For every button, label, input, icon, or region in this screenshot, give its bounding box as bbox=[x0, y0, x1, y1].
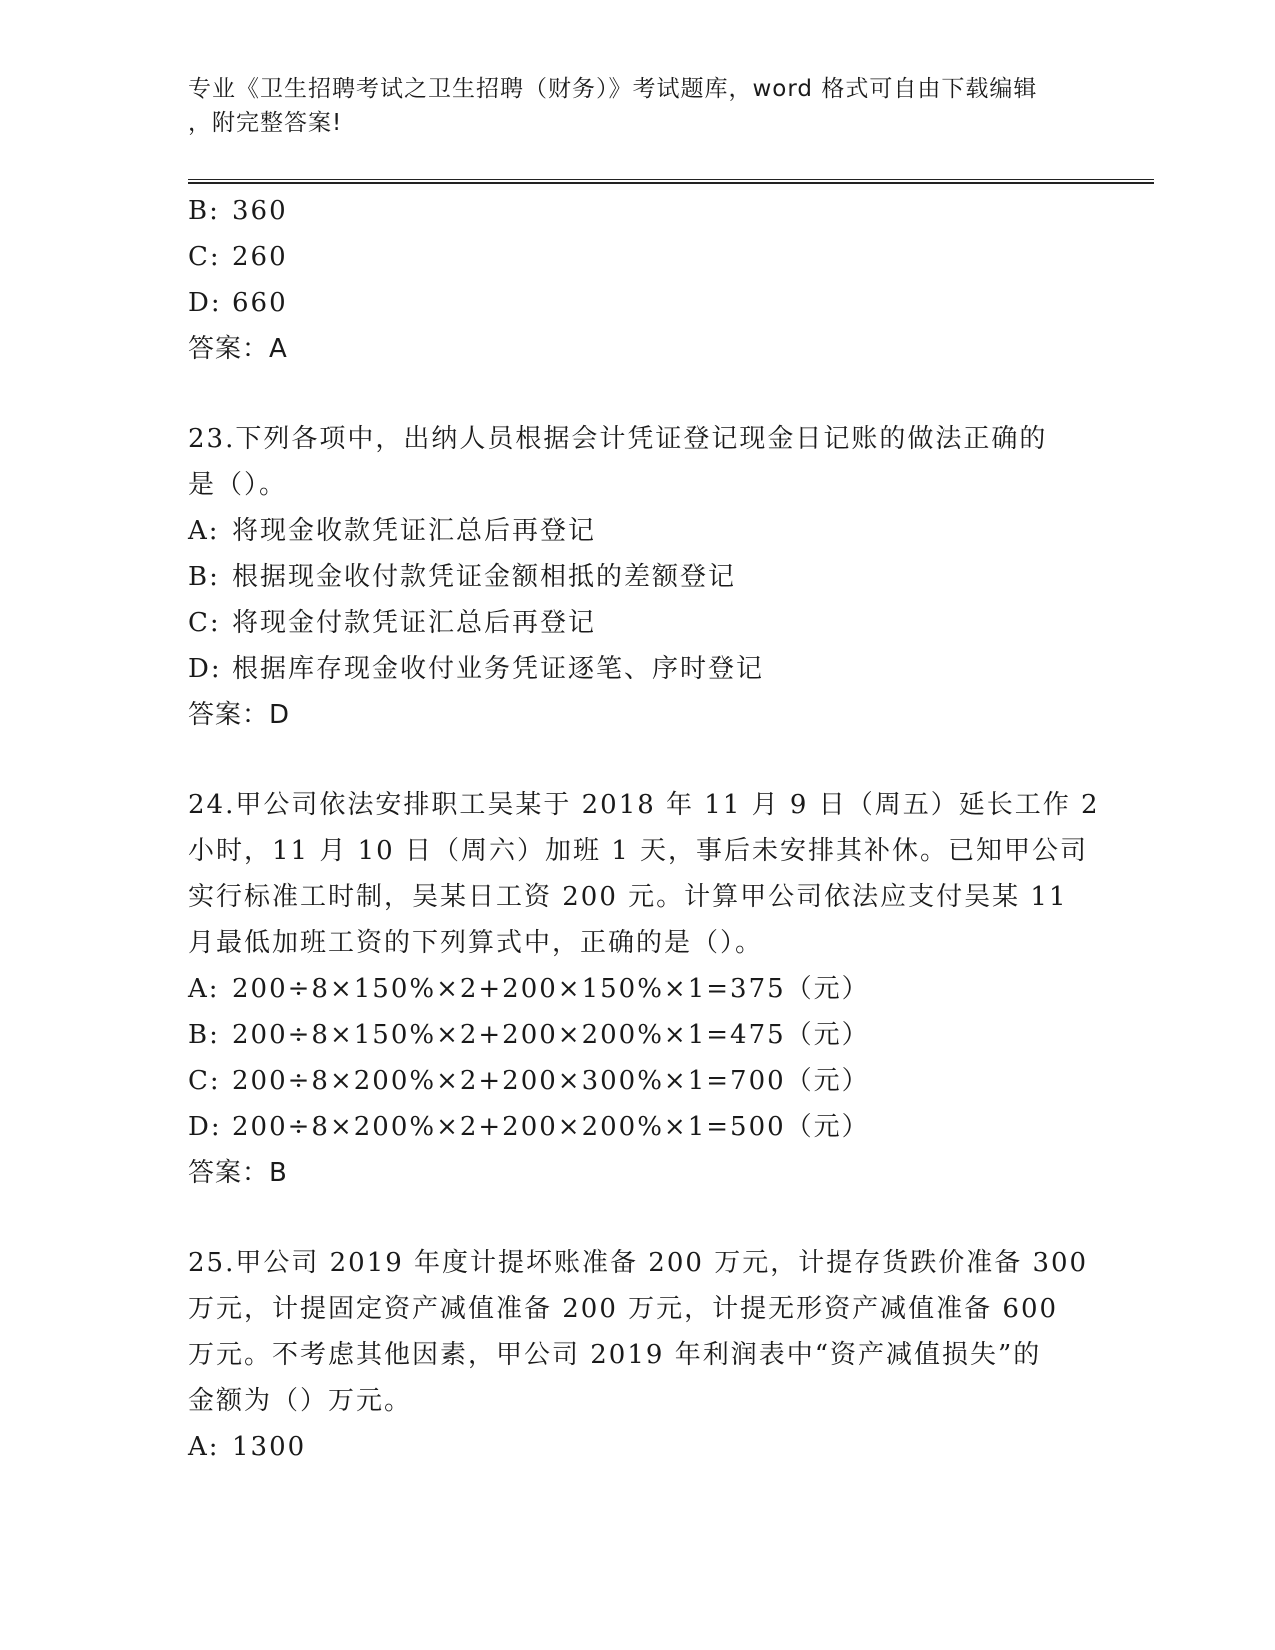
option-a bbox=[188, 1424, 1088, 1470]
option-text: 360 bbox=[232, 196, 288, 226]
answer-line: 答案：B bbox=[188, 1158, 288, 1188]
option-a bbox=[188, 508, 1088, 554]
option-text: 660 bbox=[232, 288, 288, 318]
option-d bbox=[188, 280, 1088, 326]
option-d bbox=[188, 646, 1088, 692]
question-stem: 月最低加班工资的下列算式中，正确的是（）。 bbox=[188, 928, 764, 958]
question-stem: 24.甲公司依法安排职工吴某于 2018 年 11 月 9 日（周五）延长工作 2 bbox=[188, 790, 1100, 820]
question-stem: 万元，计提固定资产减值准备 200 万元，计提无形资产减值准备 600 bbox=[188, 1294, 1059, 1324]
option-label: A: bbox=[188, 974, 220, 1004]
option-b bbox=[188, 554, 1088, 600]
question-stem: 实行标准工时制，吴某日工资 200 元。计算甲公司依法应支付吴某 11 bbox=[188, 882, 1068, 912]
option-b bbox=[188, 188, 1088, 234]
option-label: D: bbox=[188, 654, 222, 684]
option-text: 200÷8×150%×2+200×200%×1=475（元） bbox=[232, 1020, 870, 1050]
question-25 bbox=[188, 1240, 1088, 1470]
option-c bbox=[188, 1058, 1088, 1104]
question-stem: 25.甲公司 2019 年度计提坏账准备 200 万元，计提存货跌价准备 300 bbox=[188, 1248, 1089, 1278]
option-label: C: bbox=[188, 608, 221, 638]
header-divider-thick bbox=[188, 182, 1154, 184]
question-22 bbox=[188, 188, 1088, 372]
option-label: B: bbox=[188, 1020, 220, 1050]
option-label: B: bbox=[188, 562, 220, 592]
option-c bbox=[188, 234, 1088, 280]
question-stem: 金额为（）万元。 bbox=[188, 1386, 413, 1416]
answer-line: 答案：A bbox=[188, 334, 288, 364]
option-text: 260 bbox=[232, 242, 288, 272]
option-text: 1300 bbox=[232, 1432, 307, 1462]
option-b bbox=[188, 1012, 1088, 1058]
option-text: 将现金收款凭证汇总后再登记 bbox=[232, 516, 597, 546]
option-text: 200÷8×200%×2+200×200%×1=500（元） bbox=[232, 1112, 870, 1142]
answer-line: 答案：D bbox=[188, 700, 291, 730]
header-divider-thin bbox=[188, 179, 1154, 180]
spacer bbox=[188, 372, 1088, 416]
question-stem: 万元。不考虑其他因素，甲公司 2019 年利润表中“资产减值损失”的 bbox=[188, 1340, 1042, 1370]
option-text: 根据库存现金收付业务凭证逐笔、序时登记 bbox=[232, 654, 765, 684]
option-label: A: bbox=[188, 516, 220, 546]
option-d bbox=[188, 1104, 1088, 1150]
question-stem: 是（）。 bbox=[188, 470, 288, 500]
option-text: 200÷8×150%×2+200×150%×1=375（元） bbox=[232, 974, 870, 1004]
option-a bbox=[188, 966, 1088, 1012]
option-text: 根据现金收付款凭证金额相抵的差额登记 bbox=[232, 562, 737, 592]
option-label: C: bbox=[188, 1066, 221, 1096]
option-label: A: bbox=[188, 1432, 220, 1462]
header-line-2: ，附完整答案! bbox=[188, 110, 343, 136]
question-list bbox=[188, 188, 1100, 1470]
option-label: D: bbox=[188, 1112, 222, 1142]
option-text: 将现金付款凭证汇总后再登记 bbox=[232, 608, 597, 638]
option-label: C: bbox=[188, 242, 221, 272]
question-stem: 23.下列各项中，出纳人员根据会计凭证登记现金日记账的做法正确的 bbox=[188, 424, 1048, 454]
option-text: 200÷8×200%×2+200×300%×1=700（元） bbox=[232, 1066, 870, 1096]
spacer bbox=[188, 1196, 1088, 1240]
question-24 bbox=[188, 782, 1100, 1196]
question-23 bbox=[188, 416, 1088, 738]
spacer bbox=[188, 738, 1088, 782]
option-label: B: bbox=[188, 196, 220, 226]
header-line-1: 专业《卫生招聘考试之卫生招聘（财务）》考试题库，word 格式可自由下载编辑 bbox=[188, 76, 1038, 102]
option-label: D: bbox=[188, 288, 222, 318]
document-header bbox=[188, 72, 1078, 140]
option-c bbox=[188, 600, 1088, 646]
question-stem: 小时，11 月 10 日（周六）加班 1 天，事后未安排其补休。已知甲公司 bbox=[188, 836, 1089, 866]
